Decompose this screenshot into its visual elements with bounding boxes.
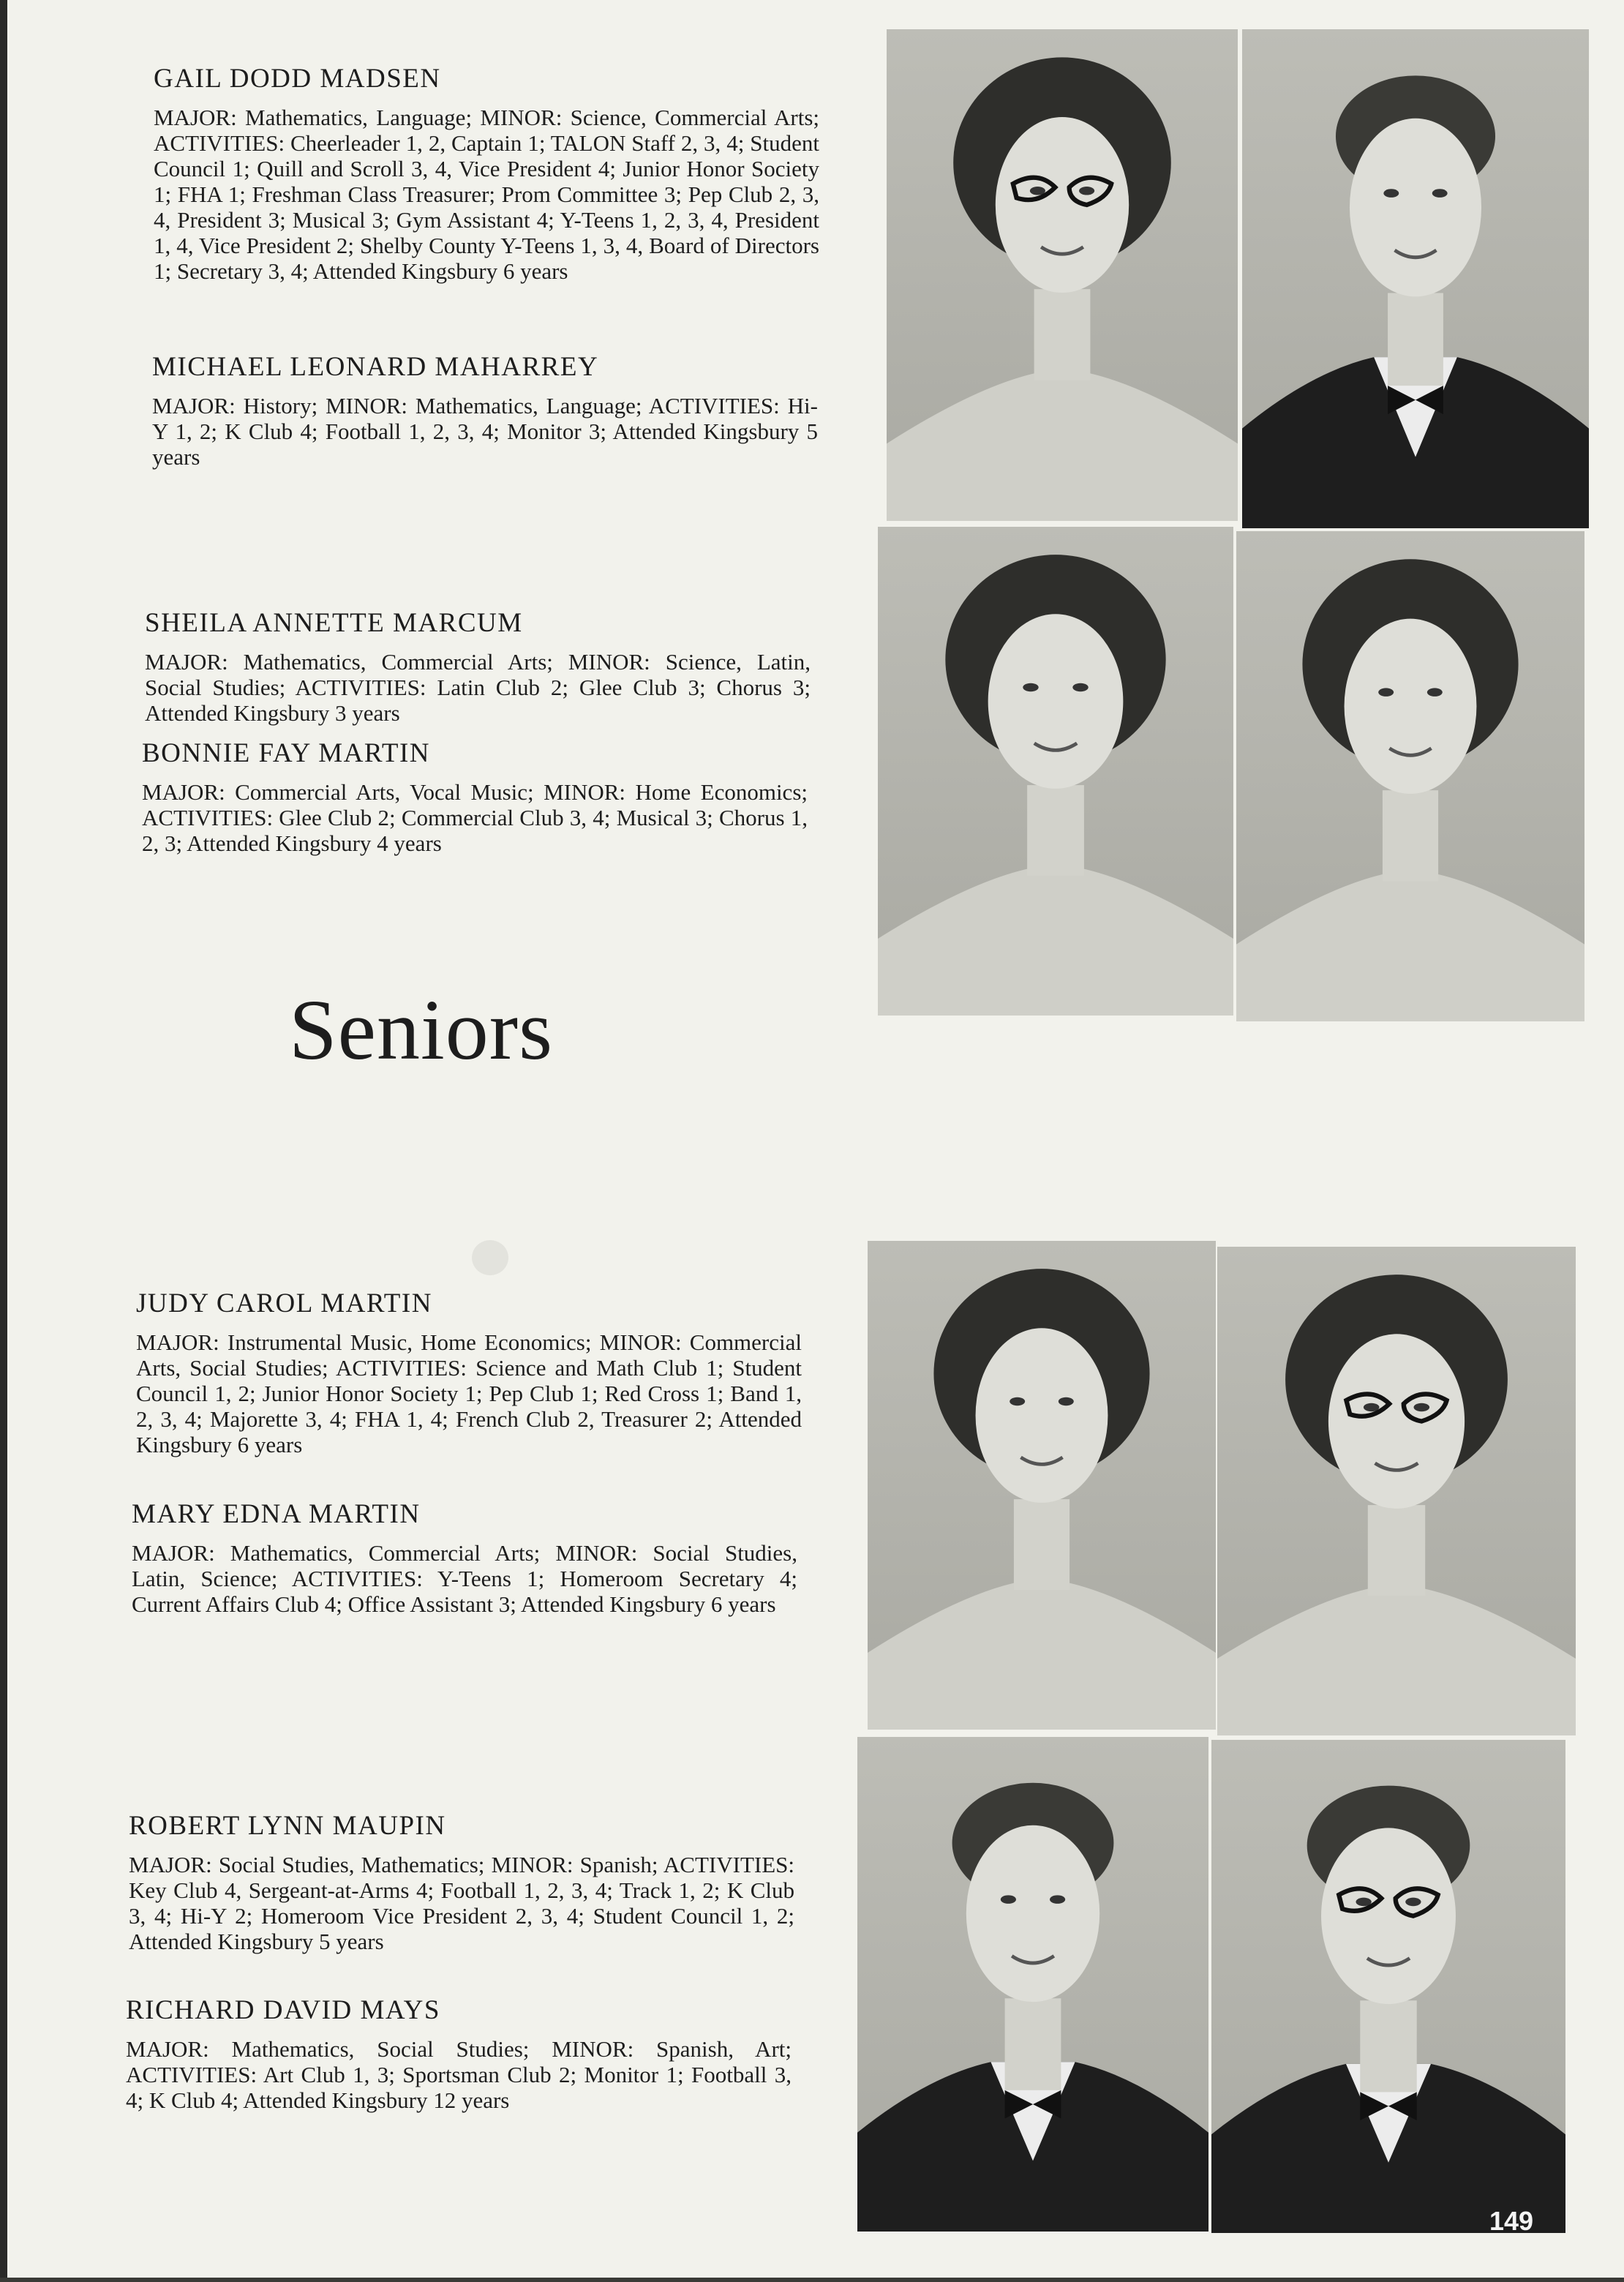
right-eye xyxy=(1079,187,1094,195)
senior-details: MAJOR: Commercial Arts, Vocal Music; MINOR: Home Economics; ACTIVITIES: Glee Club 2; Commercial Club 3, 4; Musical 3; Chorus 1, 2, 3; Attended Kingsbury 4 years xyxy=(142,778,808,856)
shoulders xyxy=(1217,1589,1576,1735)
page-smudge xyxy=(472,1240,508,1275)
shoulders xyxy=(887,373,1238,521)
portrait-figure xyxy=(868,1241,1216,1730)
senior-bio-bonnie-martin xyxy=(142,739,808,856)
portrait-photo-mary-martin xyxy=(1217,1247,1576,1735)
face xyxy=(966,1825,1099,2002)
left-eye xyxy=(1023,683,1038,691)
senior-bio-madsen xyxy=(154,64,819,284)
shoulders xyxy=(878,869,1233,1016)
face xyxy=(976,1328,1108,1503)
senior-name: MICHAEL LEONARD MAHARREY xyxy=(152,352,599,382)
senior-bio-maupin xyxy=(129,1812,794,1954)
neck xyxy=(1014,1499,1069,1590)
senior-bio-maharrey xyxy=(152,353,818,470)
face xyxy=(1345,619,1477,794)
senior-details: MAJOR: Instrumental Music, Home Economics; MINOR: Commercial Arts, Social Studies; ACTIVITIES: Science and Math Club 1; Student Council 1, 2; Junior Honor Society 1; Pep Club 1; Red Cross 1; Band 1, 2, 3, 4; Majorette 3, 4; FHA 1, 4; French Club 2, Treasurer 2; Attended Kingsbury 6 years xyxy=(136,1329,802,1457)
senior-details: MAJOR: Mathematics, Commercial Arts; MINOR: Science, Latin, Social Studies; ACTIVITIES: Latin Club 2; Glee Club 3; Chorus 3; Attended Kingsbury 3 years xyxy=(145,648,811,726)
senior-name: JUDY CAROL MARTIN xyxy=(136,1288,432,1318)
left-eye xyxy=(1010,1397,1025,1405)
senior-name: RICHARD DAVID MAYS xyxy=(126,1995,440,2025)
left-eye xyxy=(1383,189,1399,198)
portrait-figure xyxy=(1217,1247,1576,1735)
face xyxy=(988,614,1124,789)
senior-details: MAJOR: History; MINOR: Mathematics, Language; ACTIVITIES: Hi-Y 1, 2; K Club 4; Football 1, 2, 3, 4; Monitor 3; Attended Kingsbury 5 years xyxy=(152,392,818,470)
neck xyxy=(1383,790,1438,881)
right-eye xyxy=(1414,1403,1430,1411)
portrait-figure xyxy=(1211,1740,1565,2233)
portrait-figure xyxy=(1236,531,1584,1021)
face xyxy=(1328,1334,1465,1509)
portrait-figure xyxy=(878,527,1233,1016)
senior-name: BONNIE FAY MARTIN xyxy=(142,738,430,768)
portrait-photo-bonnie-martin xyxy=(1236,531,1584,1021)
portrait-photo-madsen xyxy=(887,29,1238,521)
senior-name: MARY EDNA MARTIN xyxy=(132,1499,421,1529)
neck xyxy=(1034,289,1091,380)
senior-details: MAJOR: Social Studies, Mathematics; MINOR: Spanish; ACTIVITIES: Key Club 4, Sergeant-at-Arms 4; Football 1, 2, 3, 4; Track 1, 2; K Club 3, 4; Hi-Y 2; Homeroom Vice President 2, 3, 4; Student Council 1, 2; Attended Kingsbury 5 years xyxy=(129,1851,794,1954)
senior-details: MAJOR: Mathematics, Commercial Arts; MINOR: Social Studies, Latin, Science; ACTIVITIES: Y-Teens 1; Homeroom Secretary 4; Current Affairs Club 4; Office Assistant 3; Attended Kingsbury 6 years xyxy=(132,1539,797,1617)
page-title: Seniors xyxy=(289,982,553,1078)
portrait-photo-judy-martin xyxy=(868,1241,1216,1730)
right-eye xyxy=(1432,189,1448,198)
neck xyxy=(1388,293,1443,386)
right-eye xyxy=(1050,1895,1065,1904)
portrait-photo-mays xyxy=(1211,1740,1565,2233)
neck xyxy=(1368,1505,1425,1596)
portrait-figure xyxy=(857,1737,1208,2232)
left-eye xyxy=(1001,1895,1016,1904)
face xyxy=(1350,119,1481,297)
portrait-figure xyxy=(887,29,1238,521)
right-eye xyxy=(1427,688,1443,696)
senior-name: ROBERT LYNN MAUPIN xyxy=(129,1811,446,1841)
portrait-photo-marcum xyxy=(878,527,1233,1016)
left-eye xyxy=(1378,688,1394,696)
shoulders xyxy=(1236,874,1584,1021)
shoulders xyxy=(868,1583,1216,1730)
senior-details: MAJOR: Mathematics, Language; MINOR: Science, Commercial Arts; ACTIVITIES: Cheerleader 1, 2, Captain 1; TALON Staff 2, 3, 4; Student Council 1; Quill and Scroll 3, 4, Vice President 4; Junior Honor Society 1; FHA 1; Freshman Class Treasurer; Prom Committee 3; Pep Club 2, 3, 4, President 3; Musical 3; Gym Assistant 4; Y-Teens 1, 2, 3, 4, President 1, 4, Vice President 2; Shelby County Y-Teens 1, 3, 4, Board of Directors 1; Secretary 3, 4; Attended Kingsbury 6 years xyxy=(154,104,819,284)
face xyxy=(1321,1828,1456,2004)
neck xyxy=(1360,2000,1416,2092)
page-number: 149 xyxy=(1489,2206,1534,2236)
senior-bio-mays xyxy=(126,1996,792,2113)
page-edge-shadow xyxy=(0,0,7,2282)
portrait-photo-maharrey xyxy=(1242,29,1589,528)
neck xyxy=(1027,785,1084,876)
senior-name: SHEILA ANNETTE MARCUM xyxy=(145,608,523,638)
senior-name: GAIL DODD MADSEN xyxy=(154,64,441,94)
neck xyxy=(1005,1998,1061,2090)
right-eye xyxy=(1072,683,1088,691)
right-eye xyxy=(1059,1397,1074,1405)
senior-bio-judy-martin xyxy=(136,1289,802,1457)
portrait-figure xyxy=(1242,29,1589,528)
senior-bio-marcum xyxy=(145,609,811,726)
face xyxy=(996,117,1129,293)
page-edge-bottom xyxy=(0,2278,1624,2282)
right-eye xyxy=(1405,1898,1421,1907)
portrait-photo-maupin xyxy=(857,1737,1208,2232)
senior-bio-mary-martin xyxy=(132,1500,797,1617)
senior-details: MAJOR: Mathematics, Social Studies; MINOR: Spanish, Art; ACTIVITIES: Art Club 1, 3; Sportsman Club 2; Monitor 1; Football 3, 4; K Club 4; Attended Kingsbury 12 years xyxy=(126,2035,792,2113)
